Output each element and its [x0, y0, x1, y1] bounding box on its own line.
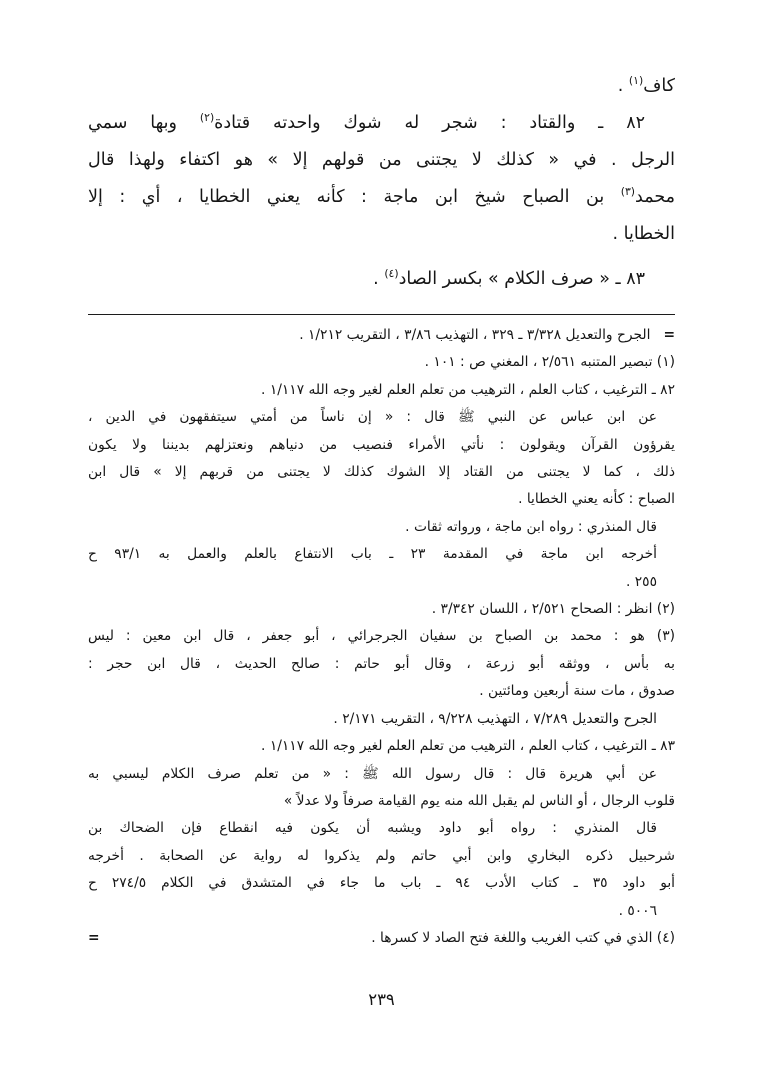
- footnote-line: [88, 432, 675, 459]
- footnote-line: [88, 514, 675, 541]
- continuation-marker: =: [88, 929, 100, 946]
- footnote-line: [88, 541, 675, 568]
- continuation-marker: =: [663, 327, 675, 343]
- footnote-text: (٤) الذي في كتب الغريب واللغة فتح الصاد لا كسرها .: [371, 929, 675, 946]
- footnote-line: [88, 349, 675, 376]
- main-text-block: [88, 68, 675, 298]
- footnote-text: (٣) هو : محمد بن الصباح بن سفيان الجرجرائي ، أبو جعفر ، قال ابن معين : ليس: [88, 628, 675, 645]
- footnote-ref: (٣): [620, 185, 636, 199]
- footnote-text: عن ابن عباس عن النبي ﷺ قال : « إن ناساً من أمتي سيتفقهون في الدين ،: [88, 409, 657, 426]
- footnote-line: [88, 678, 675, 705]
- footnote-line: [88, 925, 675, 952]
- page-number: ٢٣٩: [368, 990, 395, 1010]
- main-text-line: [88, 142, 675, 179]
- footnote-text: قال المنذري : رواه ابن ماجة ، ورواته ثقات .: [405, 518, 657, 535]
- footnote-text: قلوب الرجال ، أو الناس لم يقبل الله منه يوم القيامة صرفاً ولا عدلاً »: [283, 792, 675, 809]
- footnote-line: [88, 843, 675, 870]
- footnote-text: ٥٠٠٦ .: [618, 902, 657, 919]
- footnote-ref: (٤): [384, 267, 399, 281]
- footnote-ref: (١): [628, 74, 644, 88]
- text-segment: كاف: [643, 76, 675, 96]
- main-text-line: [88, 179, 675, 216]
- text-segment: ٨٢ ـ والقتاد : شجر له شوك واحدته قتادة: [214, 113, 645, 133]
- footnote-text: ٨٣ ـ الترغيب ، كتاب العلم ، الترهيب من تعلم العلم لغير وجه الله ١/١١٧ .: [261, 738, 675, 755]
- footnote-line: [88, 404, 675, 431]
- text-segment: الخطايا .: [612, 224, 675, 244]
- footnotes-block: [88, 322, 675, 952]
- text-segment: .: [617, 76, 629, 96]
- text-segment: الرجل . في « كذلك لا يجتنى من قولهم إلا » هو اكتفاء ولهذا قال: [88, 150, 675, 170]
- footnote-line: [88, 788, 675, 815]
- footnote-line: [88, 651, 675, 678]
- footnote-text: عن أبي هريرة قال : قال رسول الله ﷺ : « من تعلم صرف الكلام ليسبي به: [88, 765, 657, 782]
- footnote-line: [88, 459, 675, 486]
- footnote-line: [88, 706, 675, 733]
- footnote-text: به بأس ، ووثقه أبو زرعة ، وقال أبو حاتم : صالح الحديث ، قال ابن حجر :: [88, 655, 675, 672]
- text-segment: وبها سمي: [88, 113, 200, 133]
- footnote-line: [88, 596, 675, 623]
- footnote-text: أبو داود ٣٥ ـ كتاب الأدب ٩٤ ـ باب ما جاء في المتشدق في الكلام ٢٧٤/٥ ح: [88, 875, 675, 892]
- main-text-line: [88, 261, 675, 298]
- footnote-text: الجرح والتعديل ٣/٣٢٨ ـ ٣٢٩ ، التهذيب ٣/٨٦ ، التقريب ١/٢١٢ .: [299, 327, 651, 343]
- footnote-line: [88, 486, 675, 513]
- footnote-line: [88, 322, 675, 349]
- footnote-text: (١) تبصير المتنبه ٢/٥٦١ ، المغني ص : ١٠١ .: [424, 354, 675, 371]
- footnote-line: [88, 898, 675, 925]
- main-text-line: [88, 68, 675, 105]
- footnote-line: [88, 733, 675, 760]
- footnote-text: صدوق ، مات سنة أربعين ومائتين .: [479, 683, 675, 700]
- footnote-text: يقرؤون القرآن ويقولون : نأتي الأمراء فنصيب من دنياهم ونعتزلهم بديننا ولا يكون: [88, 436, 675, 453]
- main-text-line: [88, 216, 675, 253]
- footnote-text: (٢) انظر : الصحاح ٢/٥٢١ ، اللسان ٣/٣٤٢ .: [431, 601, 675, 618]
- footnote-text: الجرح والتعديل ٧/٢٨٩ ، التهذيب ٩/٢٢٨ ، التقريب ٢/١٧١ .: [333, 710, 657, 727]
- footnote-line: [88, 815, 675, 842]
- footnote-text: قال المنذري : رواه أبو داود ويشبه أن يكون فيه انقطاع فإن الضحاك بن: [88, 820, 657, 837]
- footnote-separator: [88, 314, 675, 315]
- footnote-line: [88, 761, 675, 788]
- footnote-text: ٨٢ ـ الترغيب ، كتاب العلم ، الترهيب من تعلم العلم لغير وجه الله ١/١١٧ .: [261, 381, 675, 398]
- text-segment: بن الصباح شيخ ابن ماجة : كأنه يعني الخطايا ، أي : إلا: [88, 187, 621, 207]
- text-segment: محمد: [635, 187, 675, 207]
- footnote-ref: (٢): [199, 111, 215, 125]
- footnote-text: شرحبيل ذكره البخاري وابن أبي حاتم ولم يذكروا له رواية عن الصحابة . أخرجه: [88, 847, 675, 864]
- footnote-line: [88, 377, 675, 404]
- footnote-text: ذلك ، كما لا يجتنى من القتاد إلا الشوك كذلك لا يجتنى من قربهم إلا » قال ابن: [88, 464, 675, 481]
- footnote-text: ٢٥٥ .: [625, 573, 657, 590]
- main-text-line: [88, 105, 675, 142]
- footnote-text: الصباح : كأنه يعني الخطايا .: [518, 491, 675, 508]
- footnote-line: [88, 870, 675, 897]
- text-segment: .: [373, 269, 385, 289]
- text-segment: ٨٣ ـ « صرف الكلام » بكسر الصاد: [398, 269, 645, 289]
- footnote-line: [88, 623, 675, 650]
- footnote-text: أخرجه ابن ماجة في المقدمة ٢٣ ـ باب الانتفاع بالعلم والعمل به ٩٣/١ ح: [88, 546, 658, 563]
- footnote-line: [88, 569, 675, 596]
